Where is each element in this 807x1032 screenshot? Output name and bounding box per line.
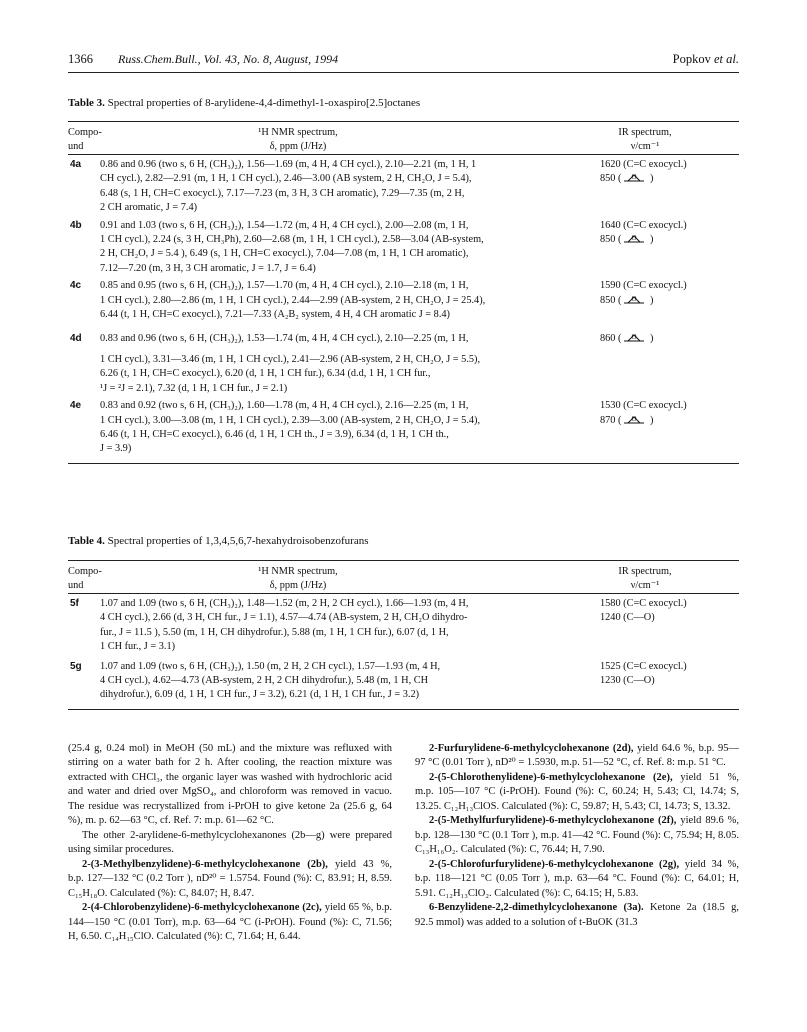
compound-id: 4d: [70, 333, 82, 345]
nmr-data: 0.91 and 1.03 (two s, 6 H, (CH₃)₂), 1.54—1.72 (m, 4 H, 4 CH cycl.), 2.00—2.08 (m, 1 H, 1 CH cycl.), 2.24 (s, 3 H, CH₃Ph), 2.60—2.68 (m, 1 H, 1 CH cycl.), 2.58—3.04 (AB-system, 2 H, CH₂O, J = 5.4 ), 6.49 (s, 1 H, CH=C exocycl.), 7.04—7.08 (m, 1 H, 1 CH aromatic), 7.12—7.20 (m, 3 H, 3 CH aromatic, J = 1.7, J = 6.4): [100, 219, 484, 274]
svg-text:O: O: [631, 294, 638, 303]
epoxide-ring-icon: [621, 414, 647, 424]
compound-id: 4e: [70, 400, 82, 412]
table-row: [68, 158, 739, 216]
epoxide-ring-icon: [621, 332, 647, 342]
svg-text:O: O: [631, 333, 638, 342]
epoxide-ring-icon: [621, 233, 647, 243]
page-number: 1366: [68, 52, 93, 66]
table3: [68, 121, 739, 464]
compound-id: 4b: [70, 219, 82, 231]
table4-bottom-rule: [68, 709, 739, 710]
epoxide-ring-icon: [621, 172, 647, 182]
compound-id: 4c: [70, 280, 82, 292]
paragraph: 2-(4-Chlorobenzylidene)-6-methylcyclohexanone (2c), yield 65 %, b.p. 144—150 °C (0.01 Torr), m.p. 63—64 °C (i-PrOH). Found (%): C, 71.56; H, 6.50. C₁₄H₁₅ClO. Calculated (%): C, 71.64; H, 6.44.: [68, 902, 392, 943]
header-rule: [68, 72, 739, 73]
nmr-data: 1.07 and 1.09 (two s, 6 H, (CH₃)₂), 1.48—1.52 (m, 2 H, 2 CH cycl.), 1.66—1.93 (m, 4 H, 4 CH cycl.), 2.66 (d, 3 H, CH fur., J = 1.1), 4.57—4.74 (AB-system, 2 H, CH₂O dihydro- fur., J = 11.5 ), 5.50 (m, 1 H, CH dihydrofur.), 5.88 (m, 1 H, 1 CH fur.), 6.07 (d, 1 H, 1 CH fur., J = 3.1): [100, 598, 469, 653]
svg-text:O: O: [631, 234, 638, 243]
nmr-data: 1.07 and 1.09 (two s, 6 H, (CH₃)₂), 1.50 (m, 2 H, 2 CH cycl.), 1.57—1.93 (m, 4 H, 4 CH cycl.), 4.62—4.73 (AB-system, 2 H, 2 CH dihydrofur.), 5.48 (m, 1 H, CH dihydrofur.), 6.09 (d, 1 H, 1 CH fur., J = 3.2), 6.21 (d, 1 H, 1 CH fur., J = 3.2): [100, 660, 441, 701]
paragraph: 2-Furfurylidene-6-methylcyclohexanone (2d), yield 64.6 %, b.p. 95—97 °C (0.01 Torr ), nD²⁰ = 1.5930, m.p. 51—52 °C, cf. Ref. 8: m.p. 51 °C.: [415, 743, 739, 769]
paragraph: The other 2-arylidene-6-methylcyclohexanones (2b—g) were prepared using similar procedures.: [68, 829, 392, 856]
nmr-data: 0.85 and 0.95 (two s, 6 H, (CH₃)₂), 1.57—1.70 (m, 4 H, 4 CH cycl.), 2.10—2.18 (m, 1 H, 1 CH cycl.), 2.80—2.86 (m, 1 H, 1 CH cycl.), 2.44—2.99 (AB-system, 2 H, CH₂O, J = 25.4), 6.44 (t, 1 H, CH=C exocycl.), 7.21—7.33 (A₂B₂ system, 4 H, 4 CH aromatic J = 8.4): [100, 280, 486, 321]
svg-text:O: O: [631, 414, 638, 423]
table4-caption: Table 4. Spectral properties of 1,3,4,5,6,7-hexahydroisobenzofurans: [68, 535, 369, 547]
svg-text:O: O: [631, 173, 638, 182]
table3-bottom-rule: [68, 463, 739, 464]
table-row: [68, 332, 739, 396]
ir-data: 1640 (C=C exocycl.) 850 ( O ): [600, 219, 687, 246]
ir-data: 1580 (C=C exocycl.) 1240 (C—O): [600, 598, 687, 624]
compound-id: 5g: [70, 660, 82, 672]
nmr-data: 0.86 and 0.96 (two s, 6 H, (CH₃)₂), 1.56—1.69 (m, 4 H, 4 CH cycl.), 2.10—2.21 (m, 1 H, 1 CH cycl.), 2.82—2.91 (m, 1 H, 1 CH cycl.), 2.46—3.00 (AB system, 2 H, CH₂O, J = 5.4), 6.48 (s, 1 H, CH=C exocycl.), 7.17—7.23 (m, 3 H, 3 CH aromatic), 7.29—7.35 (m, 2 H, 2 CH aromatic, J = 7.4): [100, 159, 477, 214]
compound-id: 5f: [70, 598, 79, 609]
paragraph: 2-(5-Chlorofurfurylidene)-6-methylcyclohexanone (2g), yield 34 %, b.p. 118—121 °C (0.05 Torr ), m.p. 63—64 °C. Found (%): C, 64.01; H, 5.91. C₁₂H₁₃ClO₂. Calculated (%): C, 64.15; H, 5.83.: [415, 858, 739, 899]
paragraph: 2-(5-Methylfurfurylidene)-6-methylcyclohexanone (2f), yield 89.6 %, b.p. 128—130 °C (0.1 Torr ), m.p. 41—42 °C. Found (%): C, 75.94; H, 8.05. C₁₃H₁₆O₂. Calculated (%): C, 76.44; H, 7.90.: [415, 815, 740, 856]
ir-data: 1525 (C=C exocycl.) 1230 (C—O): [600, 660, 687, 687]
table-row: [68, 279, 739, 322]
paragraph: (25.4 g, 0.24 mol) in MeOH (50 mL) and the mixture was refluxed with stirring on a water bath for 2 h. After cooling, the reaction mixture was extracted with CHCl₃, the organic layer was washed with hydrochloric acid and water and dried over MgSO₄, and chloroform was removed in vacuo. The residue was recrystallized from i-PrOH to give ketone 2a (25.6 g, 64 %), m. p. 62—63 °C, cf. Ref. 7: m.p. 61—62 °C.: [68, 743, 392, 827]
table3-caption: Table 3. Spectral properties of 8-arylidene-4,4-dimethyl-1-oxaspiro[2.5]octanes: [68, 97, 421, 109]
table4-header: Compo- und ¹H NMR spectrum, δ, ppm (J/Hz) IR spectrum, ν/cm⁻¹: [68, 566, 672, 592]
table-row: [68, 219, 739, 277]
epoxide-ring-icon: [621, 294, 647, 304]
ir-data: 1620 (C=C exocycl.) 850 ( O ): [600, 159, 687, 185]
table4: [68, 560, 739, 710]
paragraph: 2-(3-Methylbenzylidene)-6-methylcyclohexanone (2b), yield 43 %, b.p. 127—132 °C (0.2 Torr ), nD²⁰ = 1.5754. Found (%): C, 83.91; H, 8.59. C₁₅H₁₈O. Calculated (%): C, 84.07; H, 8.47.: [68, 858, 392, 899]
table-row: [68, 597, 739, 655]
paragraph: 6-Benzylidene-2,2-dimethylcyclohexanone (3a). Ketone 2a (18.5 g, 92.5 mmol) was added to a solution of t-BuOK (31.3: [415, 902, 739, 928]
ir-data: 1530 (C=C exocycl.) 870 ( O ): [600, 400, 687, 426]
running-header: [68, 52, 739, 74]
nmr-data: 0.83 and 0.92 (two s, 6 H, (CH₃)₂), 1.60—1.78 (m, 4 H, 4 CH cycl.), 2.16—2.25 (m, 1 H, 1 CH cycl.), 3.00—3.08 (m, 1 H, 1 CH cycl.), 2.39—3.00 (AB-system, 2 H, CH₂O, J = 5.4), 6.46 (t, 1 H, CH=C exocycl.), 6.46 (d, 1 H, 1 CH th., J = 3.9), 6.34 (d, 1 H, 1 CH th., J = 3.9): [100, 400, 481, 455]
body-left-column: [68, 742, 392, 945]
ir-data: 860 ( O ): [600, 333, 654, 345]
table3-header: Compo- und ¹H NMR spectrum, δ, ppm (J/Hz) IR spectrum, ν/cm⁻¹: [68, 127, 672, 153]
running-authors: Popkov et al.: [672, 52, 739, 66]
journal-citation: Russ.Chem.Bull., Vol. 43, No. 8, August, 1994: [118, 52, 339, 66]
nmr-data: 0.83 and 0.96 (two s, 6 H, (CH₃)₂), 1.53—1.74 (m, 4 H, 4 CH cycl.), 2.10—2.25 (m, 1 H, 1 CH cycl.), 3.31—3.46 (m, 1 H, 1 CH cycl.), 2.41—2.96 (AB-system, 2 H, CH₂O, J = 5.5), 6.26 (t, 1 H, CH=C exocycl.), 6.20 (d, 1 H, 1 CH fur.), 6.34 (d.d, 1 H, 1 CH fur., ¹J = ²J = 2.1), 7.32 (d, 1 H, 1 CH fur., J = 2.1): [100, 333, 481, 394]
compound-id: 4a: [70, 159, 82, 170]
table-row: [68, 399, 739, 457]
paragraph: 2-(5-Chlorothenylidene)-6-methylcyclohexanone (2e), yield 51 %, m.p. 105—107 °C (i-PrOH). Found (%): C, 60.24; H, 5.43; Cl, 14.74; S, 13.25. C₁₂H₁₃ClOS. Calculated (%): C, 59.87; H, 5.43; Cl, 14.73; S, 13.32.: [415, 771, 739, 812]
ir-data: 1590 (C=C exocycl.) 850 ( O ): [600, 280, 687, 306]
body-right-column: [415, 742, 739, 930]
table-row: [68, 660, 739, 703]
